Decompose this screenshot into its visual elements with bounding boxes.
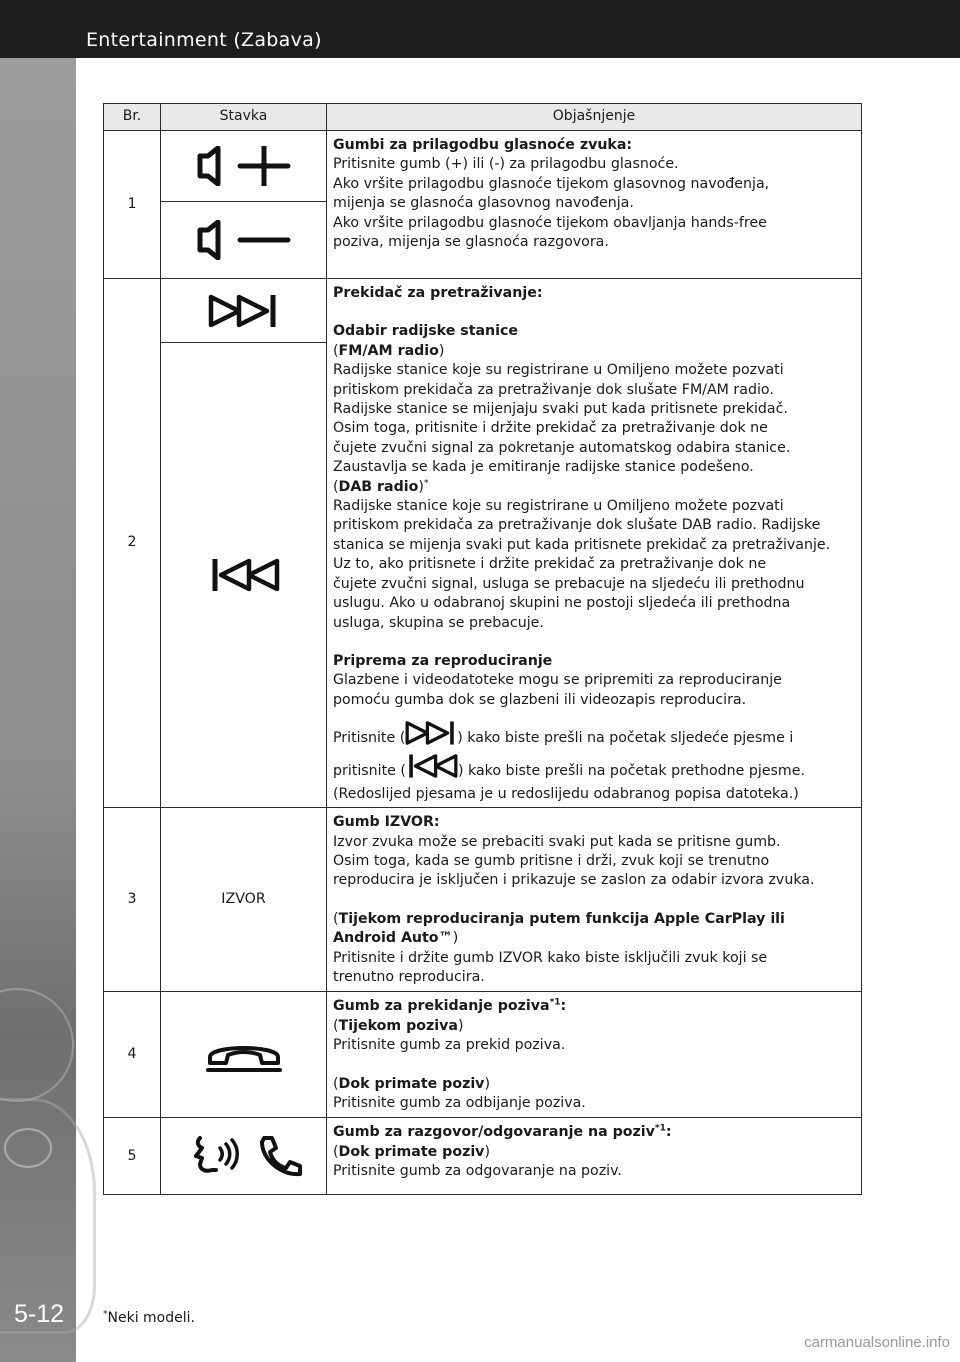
text-line: Radijske stanice koje su registrirane u Omiljeno možete pozvati (333, 498, 784, 515)
text-line: Pritisnite gumb za prekid poziva. (333, 1037, 566, 1054)
footnote-marker: * (103, 1309, 108, 1320)
carplay-label: Tijekom reproduciranja putem funkcija Apple CarPlay ili (338, 910, 785, 927)
source-button-label: IZVOR (161, 808, 327, 992)
volume-down-cell (161, 202, 327, 279)
text-line: usluga, skupina se prebacuje. (333, 614, 544, 631)
seek-prev-cell (161, 343, 327, 808)
side-strip (0, 58, 76, 1362)
text-line: pomoću gumba dok se glazbeni ili videozapis reproducira. (333, 691, 747, 708)
row-number: 3 (104, 808, 161, 992)
table-row (104, 131, 862, 202)
text-fragment: ) kako biste prešli na početak sljedeće pjesme i (457, 730, 794, 747)
text-line: (Redoslijed pjesama je u redoslijedu odabranog popisa datoteka.) (333, 786, 799, 803)
row-number: 1 (104, 131, 161, 279)
text-line: uslugu. Ako u odabranoj skupini ne postoji sljedeća ili prethodna (333, 595, 791, 612)
text-line: poziva, mijenja se glasnoća razgovora. (333, 234, 609, 251)
incoming-call-heading: (Dok primate poziv) (333, 1143, 490, 1160)
gauge-graphic (0, 988, 74, 1102)
talk-icon (186, 1134, 302, 1178)
text-line: mijenja se glasnoća glasovnog navođenja. (333, 195, 634, 212)
footnote (103, 1310, 195, 1326)
table-row (104, 279, 862, 343)
dab-heading: (DAB radio)* (333, 477, 429, 495)
row-number: 2 (104, 279, 161, 808)
text-line: Radijske stanice se mijenjaju svaki put kada pritisnete prekidač. (333, 401, 788, 418)
text-line: pritiskom prekidača za pretraživanje dok slušate DAB radio. Radijske (333, 517, 821, 534)
seek-next-cell (161, 279, 327, 343)
page-number: 5-12 (14, 1300, 65, 1328)
table-header-row (104, 104, 862, 131)
text-line: Ako vršite prilagodbu glasnoće tijekom glasovnog navođenja, (333, 175, 770, 192)
page-header-title: Entertainment (Zabava) (86, 29, 322, 51)
text-line: stanica se mijenja svaki put kada pritisnete prekidač za pretraživanje. (333, 536, 831, 553)
during-call-heading: (Tijekom poziva) (333, 1017, 464, 1034)
seek-forward-icon (208, 293, 280, 329)
talk-answer-cell (161, 1118, 327, 1195)
text-line: čujete zvučni signal za pokretanje automatskog odabira stanice. (333, 439, 791, 456)
carplay-heading-2: Android Auto™) (333, 930, 459, 947)
text-fragment: pritisnite ( (333, 763, 406, 780)
seek-title: Prekidač za pretraživanje: (333, 285, 543, 301)
col-header-explanation: Objašnjenje (327, 104, 862, 131)
fm-am-heading: (FM/AM radio) (333, 342, 445, 359)
col-header-no: Br. (104, 104, 161, 131)
table-row (104, 1118, 862, 1195)
carplay-label: Android Auto™ (333, 930, 453, 947)
text-line: Pritisnite gumb za odgovaranje na poziv. (333, 1163, 622, 1180)
hang-up-title: Gumb za prekidanje poziva$^{*1}$: (333, 997, 567, 1015)
seek-back-icon (406, 753, 458, 779)
text-fragment: Pritisnite ( (333, 730, 406, 747)
text-line: Osim toga, pritisnite i držite prekidač za pretraživanje dok ne (333, 420, 768, 437)
text-fragment: ) kako biste prešli na početak prethodne pjesme. (457, 763, 805, 780)
header-bar (0, 0, 960, 58)
volume-up-cell (161, 131, 327, 202)
row2-explanation (327, 279, 862, 808)
col-header-item: Stavka (161, 104, 327, 131)
text-line: čujete zvučni signal, usluga se prebacuje na sljedeću ili prethodnu (333, 575, 805, 592)
text-line: Pritisnite gumb (+) ili (-) za prilagodbu glasnoće. (333, 156, 679, 173)
dab-label: DAB radio (338, 478, 419, 495)
fm-am-label: FM/AM radio (338, 342, 439, 359)
row1-explanation (327, 131, 862, 279)
seek-forward-icon (405, 720, 457, 746)
talk-answer-title: Gumb za razgovor/odgovaranje na poziv$^{*1}$: (333, 1123, 672, 1141)
footnote-text: Neki modeli. (107, 1310, 195, 1326)
text-line: Osim toga, kada se gumb pritisne i drži, zvuk koji se trenutno (333, 852, 770, 869)
text-line: Uz to, ako pritisnete i držite prekidač za pretraživanje dok ne (333, 556, 767, 573)
footnote-marker: * (423, 477, 429, 488)
text-line: Izvor zvuka može se prebaciti svaki put kada se pritisne gumb. (333, 833, 781, 850)
text-line: reproducira je isključen i prikazuje se zaslon za odabir izvora zvuka. (333, 872, 815, 889)
row-number: 4 (104, 992, 161, 1118)
carplay-heading: (Tijekom reproduciranja putem funkcija Apple CarPlay ili (333, 910, 785, 927)
radio-selection-title: Odabir radijske stanice (333, 323, 519, 340)
controls-table (103, 103, 862, 1195)
table-row (104, 808, 862, 992)
text-line: Ako vršite prilagodbu glasnoće tijekom obavljanja hands-free (333, 214, 767, 231)
text-line: Zaustavlja se kada je emitiranje radijske stanice podešeno. (333, 459, 754, 476)
watermark: carmanualsonline.info (804, 1334, 950, 1351)
seek-back-icon (208, 557, 280, 593)
volume-title: Gumbi za prilagodbu glasnoće zvuka: (333, 137, 633, 153)
text-line: Pritisnite gumb za odbijanje poziva. (333, 1095, 586, 1111)
text-line: pritiskom prekidača za pretraživanje dok slušate FM/AM radio. (333, 381, 774, 398)
table-row (104, 992, 862, 1118)
press-prev-line (333, 753, 856, 786)
row-number: 5 (104, 1118, 161, 1195)
row5-explanation (327, 1118, 862, 1195)
text-line: trenutno reproducira. (333, 968, 485, 985)
playback-prep-title: Priprema za reproduciranje (333, 652, 553, 669)
text-line: Glazbene i videodatoteke mogu se pripremiti za reproduciranje (333, 672, 782, 689)
row3-explanation (327, 808, 862, 992)
car-logo-icon (4, 1128, 52, 1168)
text-line: Pritisnite i držite gumb IZVOR kako biste isključili zvuk koji se (333, 949, 768, 966)
source-title: Gumb IZVOR: (333, 814, 440, 831)
hang-up-icon (204, 1037, 284, 1073)
incoming-call-heading: (Dok primate poziv) (333, 1075, 490, 1092)
press-next-line (333, 720, 856, 753)
text-line: Radijske stanice koje su registrirane u Omiljeno možete pozvati (333, 362, 784, 379)
volume-down-icon (196, 220, 292, 260)
volume-up-icon (196, 146, 292, 186)
hang-up-cell (161, 992, 327, 1118)
row4-explanation (327, 992, 862, 1118)
